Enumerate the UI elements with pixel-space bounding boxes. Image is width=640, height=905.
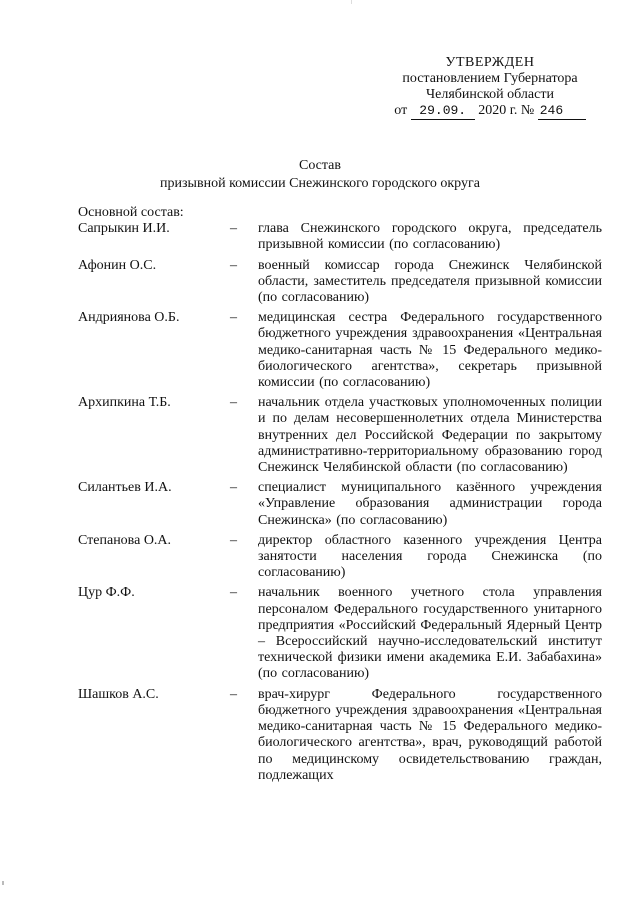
member-name: Цур Ф.Ф.: [78, 585, 135, 601]
document-body: [78, 205, 602, 788]
member-dash: –: [230, 221, 237, 237]
member-dash: –: [230, 686, 237, 702]
member-dash: –: [230, 310, 237, 326]
heading-line2: призывной комиссии Снежинского городского округа: [160, 176, 480, 191]
member-row: [78, 533, 602, 582]
approval-line2: Челябинской области: [426, 87, 554, 102]
member-row: [78, 258, 602, 307]
member-name: Шашков А.С.: [78, 686, 159, 702]
member-name: Силантьев И.А.: [78, 480, 172, 496]
member-row: [78, 221, 602, 253]
member-description: военный комиссар города Снежинск Челябинской области, заместитель председателя призывной комиссии (по согласованию): [258, 257, 602, 306]
member-row: [78, 585, 602, 682]
member-name: Афонин О.С.: [78, 257, 157, 273]
member-description: начальник военного учетного стола управления персоналом Федерального государственного унитарного предприятия «Российский Федеральный Ядерный Центр – Всероссийский научно-исследовательский институт технической физики имени академика Е.И. Забабахина» (по согласованию): [258, 585, 603, 682]
member-description: директор областного казенного учреждения Центра занятости населения города Снежинска (по согласованию): [258, 532, 602, 581]
member-dash: –: [230, 585, 237, 601]
member-description: медицинская сестра Федерального государственного бюджетного учреждения здравоохранения «Центральная медико-санитарная часть № 15 Федерального медико-биологического агентства», секретарь призывной комиссии (по согласованию): [258, 310, 602, 391]
member-name: Андриянова О.Б.: [78, 310, 180, 326]
member-description: глава Снежинского городского округа, председатель призывной комиссии (по согласованию): [258, 221, 602, 253]
section-label: Основной состав:: [78, 205, 184, 220]
approval-block: [380, 55, 600, 120]
approval-date: 29.09.: [411, 103, 475, 120]
scan-mark-top: [351, 0, 352, 4]
heading-line1: Состав: [298, 158, 341, 173]
scan-mark-left: [2, 881, 4, 885]
member-row: [78, 310, 602, 391]
approval-title: УТВЕРЖДЕН: [445, 55, 535, 70]
member-row: [78, 395, 602, 476]
approval-number: 246: [538, 103, 586, 120]
document-heading: [0, 157, 640, 193]
member-dash: –: [230, 532, 237, 548]
member-name: Сапрыкин И.И.: [78, 221, 170, 237]
approval-prefix: от: [394, 103, 408, 118]
member-row: [78, 687, 602, 784]
member-row: [78, 480, 602, 529]
approval-date-line: [380, 103, 600, 120]
member-description: специалист муниципального казённого учреждения «Управление образования администрации города Снежинска» (по согласованию): [258, 480, 602, 528]
member-name: Степанова О.А.: [78, 532, 172, 548]
approval-year: 2020 г. №: [478, 103, 535, 118]
member-dash: –: [230, 257, 237, 273]
member-dash: –: [230, 480, 237, 496]
member-description: начальник отдела участковых уполномоченных полиции и по делам несовершеннолетних отдела Министерства внутренних дел Российской Федерации по закрытому административно-территориальному образованию город Снежинск Челябинской области (по согласованию): [258, 395, 602, 476]
members-list: [78, 221, 602, 784]
member-name: Архипкина Т.Б.: [78, 395, 171, 411]
member-description: врач-хирург Федерального государственного бюджетного учреждения здравоохранения «Центральная медико-санитарная часть № 15 Федерального медико-биологического агентства», врач, руководящий работой по медицинскому освидетельствованию граждан, подлежащих: [258, 686, 602, 783]
member-dash: –: [230, 395, 237, 411]
approval-line1: постановлением Губернатора: [402, 71, 578, 86]
